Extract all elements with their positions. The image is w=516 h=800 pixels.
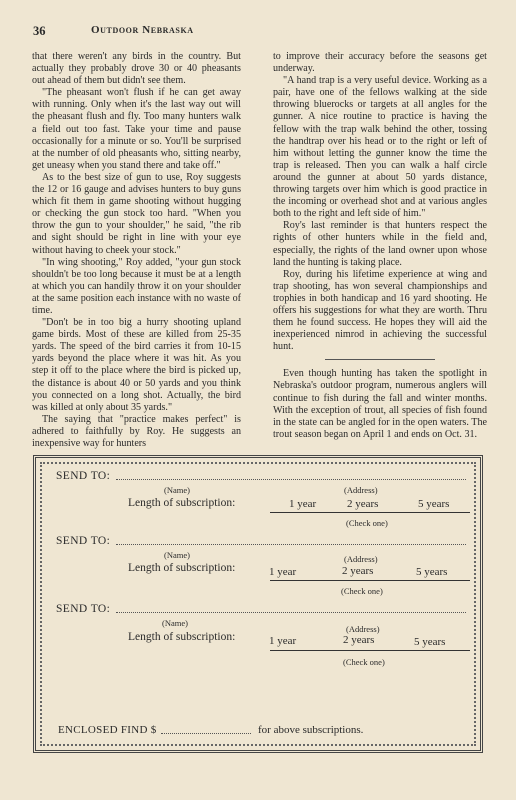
paragraph: "A hand trap is a very useful device. Working as a pair, have one of the fellows walking at the side throwing bluerocks or targets at all angles for the gunner. A nice routine to practice is having the fellow with the trap walk behind the other, tossing the handtrap over his head or to the right or left of him without letting the gunner know the time the trap is released. Then you can walk a half circle around the gunner at about 50 yards distance, throwing targets over him which is good practice in the incoming or overhead shot and at various angles both to the right and left side of him." — [273, 75, 487, 220]
send-to-field[interactable] — [116, 544, 466, 545]
article-left-column — [32, 51, 241, 450]
option-1-year[interactable]: 1 year — [269, 635, 297, 647]
section-divider — [325, 359, 435, 360]
option-1-year[interactable]: 1 year — [289, 498, 317, 510]
address-label: (Address) — [346, 624, 380, 634]
page-header — [33, 24, 483, 40]
magazine-title: Outdoor Nebraska — [91, 24, 194, 36]
paragraph: "The pheasant won't flush if he can get away with running. Only when it's the last way out will the pheasant flush and fly. Too many hunters walk a field out too fast. Take your time and pause occasionally for a minute or so. You'll be surprised at the number of old pheasants who, sitting nearby, get uneasy when you stand there and take off." — [32, 87, 241, 171]
paragraph: Roy, during his lifetime experience at wing and trap shooting, has won several championships and trophies in both handicap and 16 yard shooting. He offers his suggestions for what they are worth. Thru them he found success. He hopes they will aid the inexperienced nimrod in achieving the successful hunt. — [273, 268, 487, 353]
send-to-label: SEND TO: — [56, 603, 111, 615]
paragraph: As to the best size of gun to use, Roy suggests the 12 or 16 gauge and advises hunters to buy guns which fit them in game shooting without hugging or checking the gun stock too hard. "When you throw the gun to your shoulder," he said, "the rib and sight should be right in line with your eye without having to cheek your stock." — [32, 171, 241, 256]
send-to-label: SEND TO: — [56, 470, 111, 482]
option-1-year[interactable]: 1 year — [269, 566, 297, 578]
paragraph: "Don't be in too big a hurry shooting upland game birds. Most of these are killed from 25-35 yards. The speed of the bird carries it from 10-15 yards beyond the place where it was hit. As you step it off to the place where the bird is picked up, the distance is about 40 or 50 yards and you think you connected on a long shot. Actually, the bird was killed at only about 35 yards." — [32, 317, 241, 413]
name-label: (Name) — [164, 550, 190, 560]
enclosed-tail-label: for above subscriptions. — [258, 724, 364, 736]
option-2-years[interactable]: 2 years — [342, 565, 374, 577]
option-5-years[interactable]: 5 years — [418, 498, 450, 510]
length-label: Length of subscription: — [128, 562, 236, 574]
send-to-field[interactable] — [116, 479, 466, 480]
options-rule — [270, 580, 470, 581]
paragraph: Even though hunting has taken the spotlight in Nebraska's outdoor program, numerous anglers will continue to fish during the fall and winter months. With the exception of trout, all species of fish found in the state can be angled for in the open waters. The trout season began on April 1 and ends on Oct. 31. — [273, 368, 487, 440]
article-right-column — [273, 51, 487, 441]
paragraph: that there weren't any birds in the country. But actually they probably drove 30 or 40 pheasants out ahead of them but didn't see them. — [32, 51, 241, 87]
address-label: (Address) — [344, 554, 378, 564]
address-label: (Address) — [344, 485, 378, 495]
check-one-label: (Check one) — [343, 657, 385, 667]
enclosed-find-label: ENCLOSED FIND $ — [58, 724, 157, 736]
subscription-form — [33, 455, 483, 753]
name-label: (Name) — [162, 618, 188, 628]
length-label: Length of subscription: — [128, 631, 236, 643]
paragraph: Roy's last reminder is that hunters respect the rights of other hunters while in the field and, especially, the rights of the land owner upon whose land the hunting is taking place. — [273, 220, 487, 268]
option-2-years[interactable]: 2 years — [347, 498, 379, 510]
option-5-years[interactable]: 5 years — [414, 636, 446, 648]
paragraph: "In wing shooting," Roy added, "your gun stock shouldn't be too long because it must be at a length at which you can handily throw it on your shoulder at the same position each instance with no waste of time. — [32, 256, 241, 316]
option-2-years[interactable]: 2 years — [343, 634, 375, 646]
check-one-label: (Check one) — [341, 586, 383, 596]
fishing-note — [273, 368, 487, 441]
length-label: Length of subscription: — [128, 497, 236, 509]
paragraph: The saying that "practice makes perfect" is adhered to faithfully by Roy. He suggests an inexpensive way for hunters — [32, 413, 241, 449]
paragraph: to improve their accuracy before the seasons get underway. — [273, 51, 487, 75]
check-one-label: (Check one) — [346, 518, 388, 528]
name-label: (Name) — [164, 485, 190, 495]
article-right-main — [273, 51, 487, 353]
options-rule — [270, 650, 470, 651]
options-rule — [270, 512, 470, 513]
amount-field[interactable] — [161, 733, 251, 734]
page-number: 36 — [33, 24, 46, 38]
option-5-years[interactable]: 5 years — [416, 566, 448, 578]
send-to-label: SEND TO: — [56, 535, 111, 547]
send-to-field[interactable] — [116, 612, 466, 613]
